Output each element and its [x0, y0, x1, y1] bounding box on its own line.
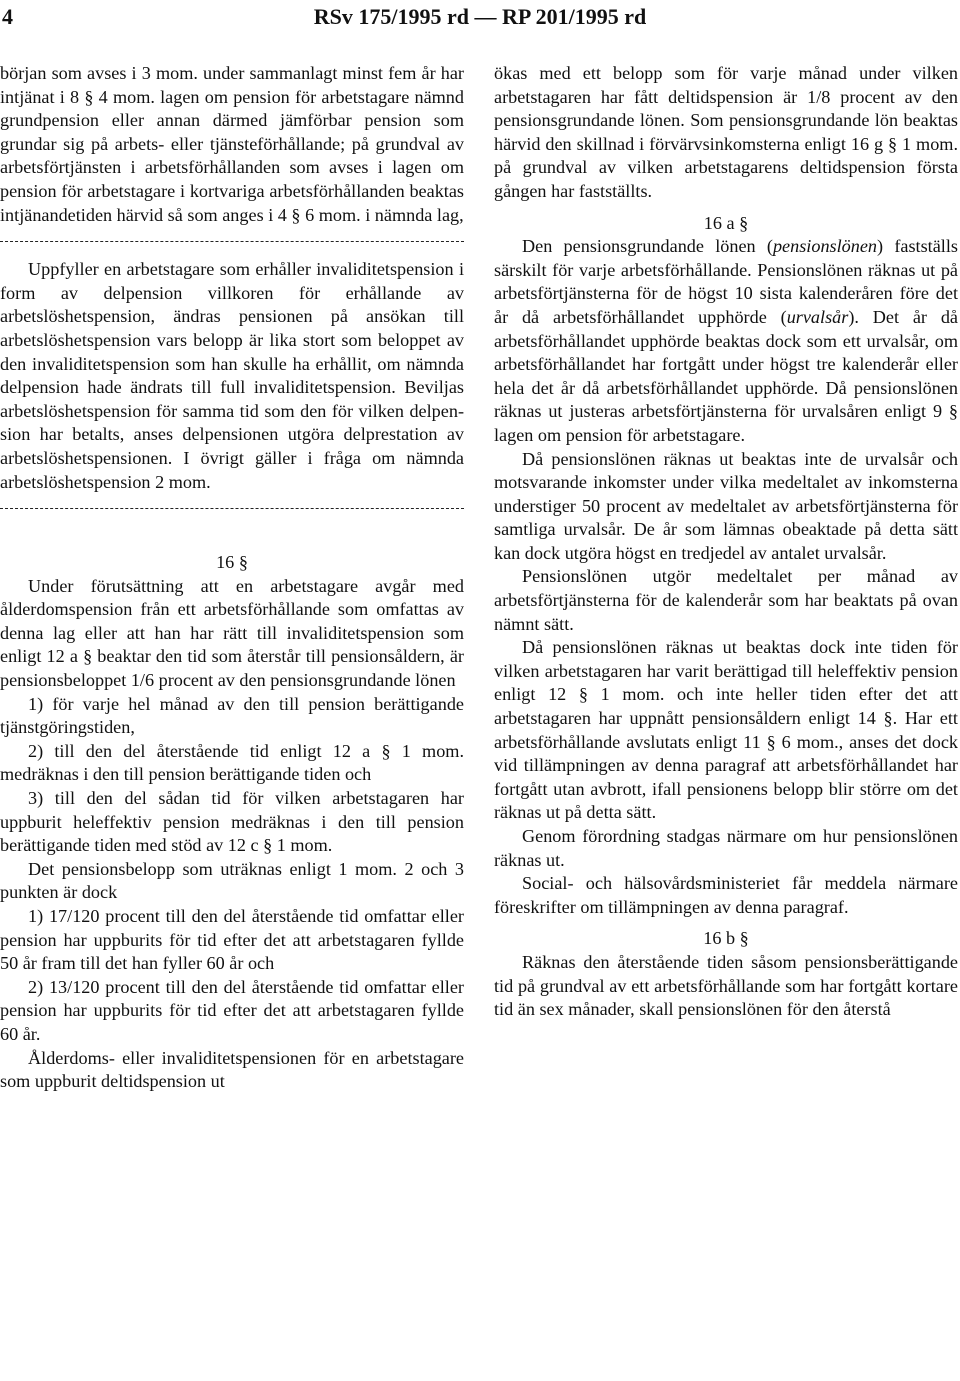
paragraph: Pensionslönen utgör medeltalet per månad av arbetsförtjänsterna för de kalenderår som har beaktats på ovan nämnt sätt. — [494, 566, 958, 634]
omission-line — [0, 508, 464, 523]
paragraph: Då pensionslönen räknas ut beaktas dock inte tiden för vilken arbetstagaren har varit berättigad till heleffektiv pension enligt 12 § 1 mom. och inte heller tiden efter det att arbetstagaren har uppnått pensionsåldern enligt 14 §. Har ett arbetsförhållande avslutats enligt 11 § 6 mom., anses det dock vid tillämpningen av denna paragraf att arbetsförhållandet har fortgått utan avbrott, ifall pensionens belopp blir större om det räknas ut på detta sätt. — [494, 637, 958, 823]
paragraph: Genom förordning stadgas närmare om hur pensionslönen räknas ut. — [494, 826, 958, 870]
italic-term: pensionslönen — [772, 236, 878, 257]
text-run: ). Det år då arbetsförhållandet upphörde beaktas dock som ett urvalsår, om arbetsförhållandet har fortgått under högst tre kalenderår eller hela det år då arbetsförhållandet upphörde. Då pensionslönen räknas ut justeras arbetsförtjänsterna för urvalsåren enligt 9 § lagen om pension för arbetstagare. — [494, 306, 958, 445]
text-run: ) fastställs särskilt för varje arbetsförhållande. Pensionslönen räknas ut på arbetsförtjänsterna för de högst 10 sista kalenderåren före det år då arbetsförhållandet upphörde ( — [494, 236, 958, 327]
text-run: Den pensionsgrundande lönen ( — [522, 236, 773, 257]
paragraph: Uppfyller en arbetstagare som erhåller invaliditetspension i form av delpension villkoren för erhållande av arbetslöshetspension, ändras pensionen på ansökan till arbetslöshetspension vars belopp är lika stort som beloppet av den invaliditetspension som han skulle ha erhållit, om nämnda delpension hade ändrats till full invaliditetspension. Beviljas arbetslöshetspension för samma tid som den för vilken delpension har betalts, anses delpensionen utgöra delprestation av arbetslöshetspensionen. I övrigt gäller i fråga om nämnda arbetslöshetspension 2 mom. — [0, 259, 464, 492]
paragraph: Social- och hälsovårdsministeriet får meddela närmare föreskrifter om tillämpningen av denna paragraf. — [494, 873, 958, 917]
paragraph: 1) för varje hel månad av den till pension berättigande tjänstgöringstiden, — [0, 693, 464, 738]
page-header — [0, 0, 960, 36]
right-column — [494, 62, 958, 1022]
paragraph: början som avses i 3 mom. under sammanlagt minst fem år har intjänat i 8 § 4 mom. lagen om pension för arbetstagare nämnd grundpension eller annan därmed jämförbar pension som grundar sig på arbets- eller tjänsteförhållande; på grundval av arbetsförtjänsten i arbetsförhållanden som avses i lagen om pension för arbetstagare i kortvariga arbetsförhållanden beaktas intjänandetiden härvid så som anges i 4 § 6 mom. i nämnda lag, — [0, 63, 464, 225]
paragraph: 2) till den del återstående tid enligt 12 a § 1 mom. medräknas i den till pension berättigande tiden och — [0, 740, 464, 785]
page-number: 4 — [2, 4, 13, 29]
paragraph: 1) 17/120 procent till den del återstående tid omfattar eller pension har uppburits för tid efter det att arbetstagaren fyllde 50 år fram till det han fyller 60 år och — [0, 906, 464, 974]
paragraph — [494, 235, 958, 447]
omission-line — [0, 241, 464, 256]
paragraph: Räknas den återstående tiden såsom pensionsberättigande tid på grundval av ett arbetsförhållande som har fortgått kortare tid än sex månader, skall pensionslönen för den återstå — [494, 951, 958, 1020]
left-column — [0, 62, 464, 1094]
paragraph: Då pensionslönen räknas ut beaktas inte de urvalsår och motsvarande inkomster under vilka medeltalet av inkomsterna understiger 50 procent av medeltalet av arbetsförtjänsterna för samtliga urvalsår. De år som lämnas obeaktade på detta sätt kan dock utgöra högst en tredjedel av antalet urvalsår. — [494, 448, 958, 563]
paragraph: Under förutsättning att en arbetstagare avgår med ålderdomspension från ett arbetsförhållande som omfattas av denna lag eller att han har rätt till invaliditetspension som enligt 12 a § beaktar den tid som återstår till pensionsåldern, är pensionsbeloppet 1/6 procent av den pensionsgrundande lönen — [0, 575, 464, 691]
section-heading: 16 § — [216, 552, 248, 573]
running-head: RSv 175/1995 rd — RP 201/1995 rd — [313, 4, 647, 29]
italic-term: urvalsår — [786, 306, 849, 327]
paragraph: ökas med ett belopp som för varje månad under vilken arbetstagaren har fått deltidspension är 1/8 procent av den pensionsgrundande lönen. Som pensionsgrundande lön beaktas härvid den skillnad i förvärvsinkomsterna enligt 16 g § 1 mom. på grundval av vilken arbetstagarens deltidspension första gången har fastställts. — [494, 63, 958, 201]
section-heading: 16 a § — [703, 212, 749, 233]
paragraph: Det pensionsbelopp som uträknas enligt 1 mom. 2 och 3 punkten är dock — [0, 858, 464, 903]
section-heading: 16 b § — [703, 928, 749, 949]
paragraph: Ålderdoms- eller invaliditetspensionen för en arbetstagare som uppburit deltidspension ut — [0, 1047, 464, 1092]
paragraph: 2) 13/120 procent till den del återstående tid omfattar eller pension har uppburits för tid efter det att arbetstagaren fyllde 60 år. — [0, 976, 464, 1044]
paragraph: 3) till den del sådan tid för vilken arbetstagaren har uppburit heleffektiv pension medräknas i den till pension berättigande tiden med stöd av 12 c § 1 mom. — [0, 788, 464, 856]
